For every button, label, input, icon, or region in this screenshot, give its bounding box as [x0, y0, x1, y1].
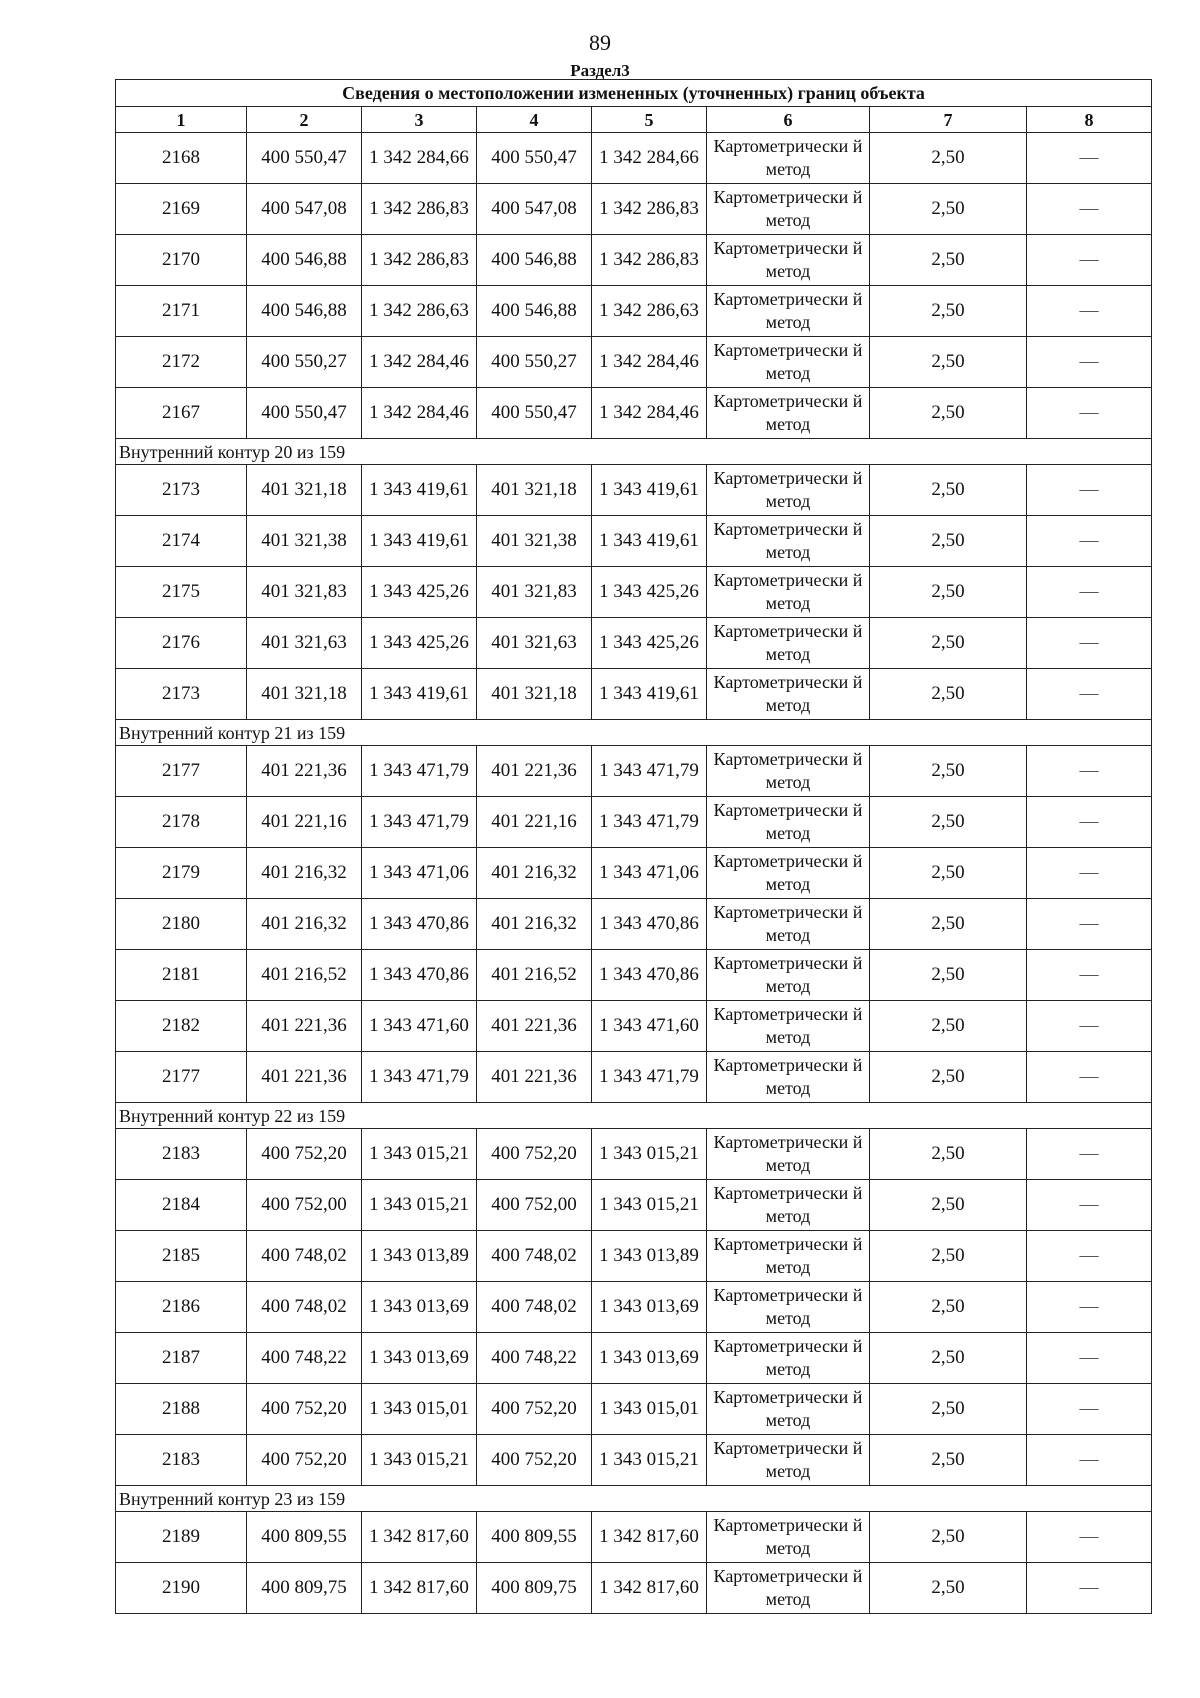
table-row: [116, 1384, 1152, 1435]
note-cell: —: [1027, 899, 1152, 950]
table-row: [116, 184, 1152, 235]
x-coordinate-cell: 401 221,16: [477, 797, 592, 848]
note-cell: —: [1027, 286, 1152, 337]
y-coordinate-cell: 1 342 817,60: [362, 1563, 477, 1614]
note-cell: —: [1027, 669, 1152, 720]
note-cell: —: [1027, 848, 1152, 899]
note-cell: —: [1027, 1180, 1152, 1231]
accuracy-cell: 2,50: [870, 669, 1027, 720]
x-coordinate-cell: 400 550,47: [477, 133, 592, 184]
x-coordinate-cell: 400 550,47: [247, 133, 362, 184]
x-coordinate-cell: 400 809,75: [477, 1563, 592, 1614]
x-coordinate-cell: 400 752,20: [477, 1435, 592, 1486]
y-coordinate-cell: 1 343 471,60: [362, 1001, 477, 1052]
y-coordinate-cell: 1 343 471,60: [592, 1001, 707, 1052]
y-coordinate-cell: 1 343 471,79: [362, 746, 477, 797]
x-coordinate-cell: 401 221,36: [477, 1001, 592, 1052]
note-cell: —: [1027, 1333, 1152, 1384]
y-coordinate-cell: 1 343 013,89: [362, 1231, 477, 1282]
x-coordinate-cell: 400 748,02: [247, 1282, 362, 1333]
table-row: [116, 1129, 1152, 1180]
column-number: 8: [1027, 107, 1152, 133]
point-number-cell: 2190: [116, 1563, 247, 1614]
point-number-cell: 2172: [116, 337, 247, 388]
table-title: Сведения о местоположении измененных (уточненных) границ объекта: [116, 80, 1152, 107]
accuracy-cell: 2,50: [870, 1435, 1027, 1486]
accuracy-cell: 2,50: [870, 618, 1027, 669]
point-number-cell: 2175: [116, 567, 247, 618]
y-coordinate-cell: 1 343 425,26: [362, 567, 477, 618]
x-coordinate-cell: 400 752,20: [477, 1129, 592, 1180]
accuracy-cell: 2,50: [870, 1052, 1027, 1103]
table-row: [116, 1180, 1152, 1231]
y-coordinate-cell: 1 342 284,46: [592, 337, 707, 388]
x-coordinate-cell: 400 546,88: [247, 286, 362, 337]
method-cell: Картометрически й метод: [707, 1129, 870, 1180]
method-cell: Картометрически й метод: [707, 1435, 870, 1486]
point-number-cell: 2176: [116, 618, 247, 669]
column-number-row: [116, 107, 1152, 133]
y-coordinate-cell: 1 342 286,83: [362, 235, 477, 286]
y-coordinate-cell: 1 343 015,21: [592, 1129, 707, 1180]
x-coordinate-cell: 400 550,47: [477, 388, 592, 439]
point-number-cell: 2183: [116, 1435, 247, 1486]
boundary-table: [115, 79, 1152, 1614]
y-coordinate-cell: 1 343 013,89: [592, 1231, 707, 1282]
point-number-cell: 2180: [116, 899, 247, 950]
table-row: [116, 669, 1152, 720]
y-coordinate-cell: 1 343 425,26: [592, 567, 707, 618]
x-coordinate-cell: 400 752,00: [247, 1180, 362, 1231]
table-row: [116, 516, 1152, 567]
x-coordinate-cell: 400 748,22: [477, 1333, 592, 1384]
y-coordinate-cell: 1 343 419,61: [362, 516, 477, 567]
accuracy-cell: 2,50: [870, 1001, 1027, 1052]
y-coordinate-cell: 1 343 470,86: [592, 950, 707, 1001]
y-coordinate-cell: 1 343 015,21: [362, 1129, 477, 1180]
y-coordinate-cell: 1 343 471,06: [592, 848, 707, 899]
table-title-row: [116, 80, 1152, 107]
x-coordinate-cell: 401 321,18: [477, 669, 592, 720]
method-cell: Картометрически й метод: [707, 235, 870, 286]
y-coordinate-cell: 1 343 419,61: [592, 669, 707, 720]
table-row: [116, 1282, 1152, 1333]
contour-heading: Внутренний контур 21 из 159: [116, 720, 1152, 746]
x-coordinate-cell: 400 809,75: [247, 1563, 362, 1614]
contour-heading: Внутренний контур 20 из 159: [116, 439, 1152, 465]
method-cell: Картометрически й метод: [707, 618, 870, 669]
x-coordinate-cell: 400 752,00: [477, 1180, 592, 1231]
method-cell: Картометрически й метод: [707, 950, 870, 1001]
accuracy-cell: 2,50: [870, 950, 1027, 1001]
y-coordinate-cell: 1 343 013,69: [362, 1333, 477, 1384]
point-number-cell: 2181: [116, 950, 247, 1001]
note-cell: —: [1027, 516, 1152, 567]
x-coordinate-cell: 401 221,36: [477, 1052, 592, 1103]
x-coordinate-cell: 401 216,32: [247, 899, 362, 950]
x-coordinate-cell: 401 221,36: [477, 746, 592, 797]
x-coordinate-cell: 401 221,16: [247, 797, 362, 848]
y-coordinate-cell: 1 343 015,01: [592, 1384, 707, 1435]
x-coordinate-cell: 400 546,88: [247, 235, 362, 286]
column-number: 4: [477, 107, 592, 133]
method-cell: Картометрически й метод: [707, 1384, 870, 1435]
method-cell: Картометрически й метод: [707, 746, 870, 797]
y-coordinate-cell: 1 342 284,46: [362, 388, 477, 439]
table-row: [116, 1001, 1152, 1052]
x-coordinate-cell: 401 216,32: [477, 899, 592, 950]
y-coordinate-cell: 1 343 471,79: [362, 797, 477, 848]
section-label: Раздел3: [570, 61, 630, 80]
point-number-cell: 2189: [116, 1512, 247, 1563]
y-coordinate-cell: 1 342 817,60: [592, 1512, 707, 1563]
table-row: [116, 1435, 1152, 1486]
y-coordinate-cell: 1 343 470,86: [592, 899, 707, 950]
method-cell: Картометрически й метод: [707, 1001, 870, 1052]
accuracy-cell: 2,50: [870, 746, 1027, 797]
y-coordinate-cell: 1 343 015,21: [592, 1180, 707, 1231]
method-cell: Картометрически й метод: [707, 848, 870, 899]
y-coordinate-cell: 1 343 015,21: [592, 1435, 707, 1486]
table-row: [116, 465, 1152, 516]
x-coordinate-cell: 401 321,38: [247, 516, 362, 567]
y-coordinate-cell: 1 343 015,01: [362, 1384, 477, 1435]
method-cell: Картометрически й метод: [707, 1563, 870, 1614]
accuracy-cell: 2,50: [870, 516, 1027, 567]
y-coordinate-cell: 1 343 015,21: [362, 1435, 477, 1486]
method-cell: Картометрически й метод: [707, 133, 870, 184]
y-coordinate-cell: 1 343 419,61: [362, 465, 477, 516]
x-coordinate-cell: 401 321,63: [477, 618, 592, 669]
point-number-cell: 2167: [116, 388, 247, 439]
x-coordinate-cell: 400 547,08: [247, 184, 362, 235]
x-coordinate-cell: 400 752,20: [247, 1129, 362, 1180]
table-row: [116, 848, 1152, 899]
point-number-cell: 2173: [116, 465, 247, 516]
accuracy-cell: 2,50: [870, 1333, 1027, 1384]
note-cell: —: [1027, 1512, 1152, 1563]
x-coordinate-cell: 400 547,08: [477, 184, 592, 235]
table-row: [116, 388, 1152, 439]
y-coordinate-cell: 1 343 471,06: [362, 848, 477, 899]
y-coordinate-cell: 1 343 419,61: [592, 516, 707, 567]
point-number-cell: 2188: [116, 1384, 247, 1435]
x-coordinate-cell: 401 221,36: [247, 1052, 362, 1103]
method-cell: Картометрически й метод: [707, 1282, 870, 1333]
x-coordinate-cell: 401 321,63: [247, 618, 362, 669]
point-number-cell: 2183: [116, 1129, 247, 1180]
note-cell: —: [1027, 746, 1152, 797]
point-number-cell: 2185: [116, 1231, 247, 1282]
point-number-cell: 2184: [116, 1180, 247, 1231]
y-coordinate-cell: 1 342 286,83: [362, 184, 477, 235]
note-cell: —: [1027, 388, 1152, 439]
table-row: [116, 746, 1152, 797]
table-row: [116, 899, 1152, 950]
y-coordinate-cell: 1 342 286,83: [592, 235, 707, 286]
point-number-cell: 2182: [116, 1001, 247, 1052]
column-number: 2: [247, 107, 362, 133]
point-number-cell: 2174: [116, 516, 247, 567]
x-coordinate-cell: 401 216,52: [477, 950, 592, 1001]
table-row: [116, 1231, 1152, 1282]
x-coordinate-cell: 400 752,20: [477, 1384, 592, 1435]
table-row: [116, 235, 1152, 286]
note-cell: —: [1027, 797, 1152, 848]
table-row: [116, 1052, 1152, 1103]
y-coordinate-cell: 1 343 419,61: [362, 669, 477, 720]
y-coordinate-cell: 1 343 425,26: [592, 618, 707, 669]
contour-heading-row: [116, 720, 1152, 746]
x-coordinate-cell: 400 546,88: [477, 235, 592, 286]
accuracy-cell: 2,50: [870, 1231, 1027, 1282]
method-cell: Картометрически й метод: [707, 1231, 870, 1282]
method-cell: Картометрически й метод: [707, 1052, 870, 1103]
note-cell: —: [1027, 1052, 1152, 1103]
method-cell: Картометрически й метод: [707, 567, 870, 618]
y-coordinate-cell: 1 342 284,46: [362, 337, 477, 388]
x-coordinate-cell: 401 321,18: [247, 669, 362, 720]
point-number-cell: 2170: [116, 235, 247, 286]
x-coordinate-cell: 401 321,83: [247, 567, 362, 618]
x-coordinate-cell: 400 546,88: [477, 286, 592, 337]
table-row: [116, 567, 1152, 618]
y-coordinate-cell: 1 343 470,86: [362, 899, 477, 950]
x-coordinate-cell: 401 321,38: [477, 516, 592, 567]
table-row: [116, 1512, 1152, 1563]
table-row: [116, 133, 1152, 184]
accuracy-cell: 2,50: [870, 1563, 1027, 1614]
y-coordinate-cell: 1 343 419,61: [592, 465, 707, 516]
accuracy-cell: 2,50: [870, 1129, 1027, 1180]
method-cell: Картометрически й метод: [707, 1180, 870, 1231]
accuracy-cell: 2,50: [870, 1180, 1027, 1231]
note-cell: —: [1027, 1563, 1152, 1614]
column-number: 6: [707, 107, 870, 133]
table-row: [116, 1333, 1152, 1384]
note-cell: —: [1027, 618, 1152, 669]
contour-heading-row: [116, 1486, 1152, 1512]
x-coordinate-cell: 400 748,02: [477, 1231, 592, 1282]
table-row: [116, 286, 1152, 337]
point-number-cell: 2173: [116, 669, 247, 720]
contour-heading: Внутренний контур 22 из 159: [116, 1103, 1152, 1129]
method-cell: Картометрически й метод: [707, 669, 870, 720]
y-coordinate-cell: 1 343 013,69: [362, 1282, 477, 1333]
y-coordinate-cell: 1 342 284,46: [592, 388, 707, 439]
y-coordinate-cell: 1 342 817,60: [592, 1563, 707, 1614]
accuracy-cell: 2,50: [870, 337, 1027, 388]
point-number-cell: 2169: [116, 184, 247, 235]
point-number-cell: 2168: [116, 133, 247, 184]
method-cell: Картометрически й метод: [707, 465, 870, 516]
y-coordinate-cell: 1 342 286,63: [592, 286, 707, 337]
column-number: 3: [362, 107, 477, 133]
contour-heading-row: [116, 439, 1152, 465]
point-number-cell: 2171: [116, 286, 247, 337]
y-coordinate-cell: 1 343 470,86: [362, 950, 477, 1001]
method-cell: Картометрически й метод: [707, 1333, 870, 1384]
note-cell: —: [1027, 950, 1152, 1001]
note-cell: —: [1027, 465, 1152, 516]
page-number: 89: [589, 30, 611, 55]
x-coordinate-cell: 401 321,83: [477, 567, 592, 618]
y-coordinate-cell: 1 342 286,63: [362, 286, 477, 337]
y-coordinate-cell: 1 343 471,79: [592, 797, 707, 848]
x-coordinate-cell: 401 221,36: [247, 746, 362, 797]
x-coordinate-cell: 400 550,47: [247, 388, 362, 439]
x-coordinate-cell: 401 321,18: [247, 465, 362, 516]
note-cell: —: [1027, 133, 1152, 184]
note-cell: —: [1027, 1282, 1152, 1333]
accuracy-cell: 2,50: [870, 184, 1027, 235]
y-coordinate-cell: 1 343 015,21: [362, 1180, 477, 1231]
method-cell: Картометрически й метод: [707, 184, 870, 235]
column-number: 1: [116, 107, 247, 133]
x-coordinate-cell: 400 752,20: [247, 1435, 362, 1486]
note-cell: —: [1027, 1384, 1152, 1435]
column-number: 7: [870, 107, 1027, 133]
point-number-cell: 2177: [116, 746, 247, 797]
accuracy-cell: 2,50: [870, 388, 1027, 439]
table-row: [116, 1563, 1152, 1614]
y-coordinate-cell: 1 342 284,66: [592, 133, 707, 184]
accuracy-cell: 2,50: [870, 567, 1027, 618]
y-coordinate-cell: 1 343 013,69: [592, 1333, 707, 1384]
column-number: 5: [592, 107, 707, 133]
x-coordinate-cell: 400 748,22: [247, 1333, 362, 1384]
note-cell: —: [1027, 184, 1152, 235]
x-coordinate-cell: 400 809,55: [477, 1512, 592, 1563]
method-cell: Картометрически й метод: [707, 899, 870, 950]
table-row: [116, 950, 1152, 1001]
table-row: [116, 618, 1152, 669]
y-coordinate-cell: 1 343 471,79: [592, 1052, 707, 1103]
x-coordinate-cell: 401 216,32: [247, 848, 362, 899]
y-coordinate-cell: 1 343 013,69: [592, 1282, 707, 1333]
x-coordinate-cell: 401 321,18: [477, 465, 592, 516]
method-cell: Картометрически й метод: [707, 797, 870, 848]
note-cell: —: [1027, 1435, 1152, 1486]
accuracy-cell: 2,50: [870, 133, 1027, 184]
x-coordinate-cell: 401 216,32: [477, 848, 592, 899]
point-number-cell: 2177: [116, 1052, 247, 1103]
x-coordinate-cell: 401 221,36: [247, 1001, 362, 1052]
y-coordinate-cell: 1 342 284,66: [362, 133, 477, 184]
note-cell: —: [1027, 337, 1152, 388]
accuracy-cell: 2,50: [870, 848, 1027, 899]
note-cell: —: [1027, 235, 1152, 286]
note-cell: —: [1027, 1001, 1152, 1052]
method-cell: Картометрически й метод: [707, 286, 870, 337]
x-coordinate-cell: 400 748,02: [477, 1282, 592, 1333]
accuracy-cell: 2,50: [870, 1282, 1027, 1333]
point-number-cell: 2178: [116, 797, 247, 848]
y-coordinate-cell: 1 343 425,26: [362, 618, 477, 669]
table-row: [116, 797, 1152, 848]
x-coordinate-cell: 400 752,20: [247, 1384, 362, 1435]
accuracy-cell: 2,50: [870, 286, 1027, 337]
method-cell: Картометрически й метод: [707, 388, 870, 439]
note-cell: —: [1027, 1231, 1152, 1282]
accuracy-cell: 2,50: [870, 1384, 1027, 1435]
x-coordinate-cell: 400 550,27: [247, 337, 362, 388]
note-cell: —: [1027, 1129, 1152, 1180]
accuracy-cell: 2,50: [870, 899, 1027, 950]
point-number-cell: 2187: [116, 1333, 247, 1384]
point-number-cell: 2186: [116, 1282, 247, 1333]
y-coordinate-cell: 1 343 471,79: [592, 746, 707, 797]
accuracy-cell: 2,50: [870, 235, 1027, 286]
accuracy-cell: 2,50: [870, 465, 1027, 516]
table-row: [116, 337, 1152, 388]
y-coordinate-cell: 1 342 817,60: [362, 1512, 477, 1563]
x-coordinate-cell: 400 550,27: [477, 337, 592, 388]
point-number-cell: 2179: [116, 848, 247, 899]
accuracy-cell: 2,50: [870, 1512, 1027, 1563]
contour-heading: Внутренний контур 23 из 159: [116, 1486, 1152, 1512]
method-cell: Картометрически й метод: [707, 516, 870, 567]
method-cell: Картометрически й метод: [707, 337, 870, 388]
x-coordinate-cell: 401 216,52: [247, 950, 362, 1001]
x-coordinate-cell: 400 748,02: [247, 1231, 362, 1282]
note-cell: —: [1027, 567, 1152, 618]
contour-heading-row: [116, 1103, 1152, 1129]
accuracy-cell: 2,50: [870, 797, 1027, 848]
method-cell: Картометрически й метод: [707, 1512, 870, 1563]
y-coordinate-cell: 1 343 471,79: [362, 1052, 477, 1103]
y-coordinate-cell: 1 342 286,83: [592, 184, 707, 235]
x-coordinate-cell: 400 809,55: [247, 1512, 362, 1563]
